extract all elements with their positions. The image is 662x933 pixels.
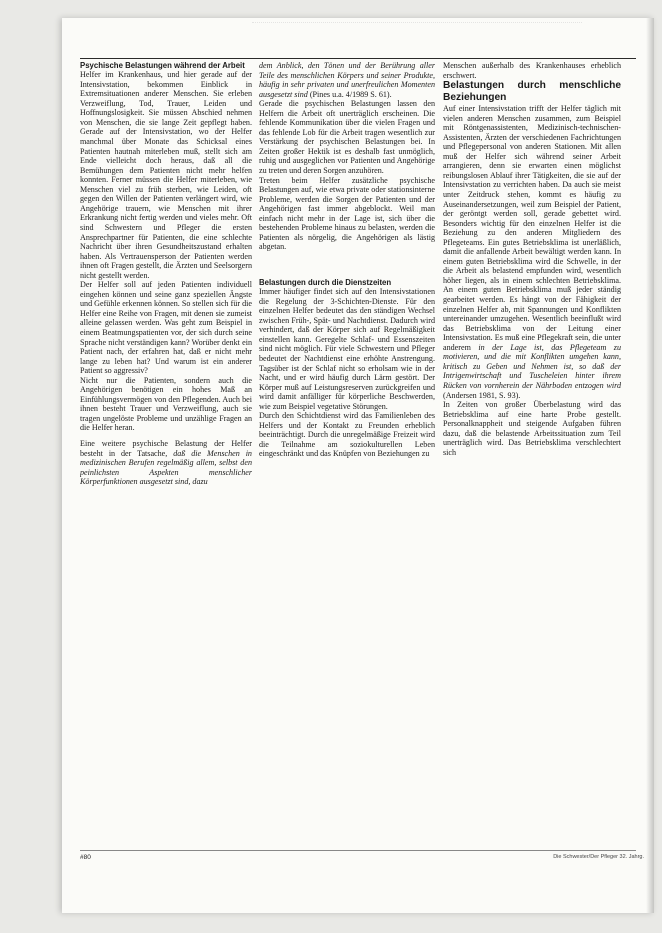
paragraph: Der Helfer soll auf jeden Patienten individuell eingehen können und seine ganz speziellen Ängste und Gefühle erkennen können. So stellen sich für die Helfer eine Reihe von Fragen, mit denen sie zumeist alleine gelassen werden. Was geht zum Beispiel in einem Beatmungspatienten vor, der sich durch seine Sprache nicht verständigen kann? Worüber denkt ein Patient nach, der erfahren hat, daß er nicht mehr lange zu leben hat? Und warum ist ein anderer Patient so aggressiv? — [80, 280, 252, 376]
page-edge-shadow — [646, 18, 654, 913]
quote: daß die Menschen in medizinischen Berufen regelmäßig allem, selbst den peinlichsten Aspekten menschlicher Körperfunktionen ausgesetzt sind, dazu — [80, 448, 252, 487]
paragraph: Auf einer Intensivstation trifft der Helfer täglich mit vielen anderen Menschen zusammen, zum Beispiel mit Röntgenassistenten, Medizinisch-technischen-Assistenten, Ärzten der verschiedenen Fachrichtungen und Pflegepersonal von anderen Stationen. Mit allen muß der Helfer sich während seiner Arbeit arrangieren, denn sie erwarten einen möglichst reibungslosen Ablauf ihrer Tätigkeiten, die sie auf der Intensivstation zu verrichten haben. Da auch sie meist unter Zeitdruck stehen, kommt es häufig zu Auseinandersetzungen, weil zum Beispiel der Patient, der geröntgt werden soll, gerade gebettet wird. Besonders wichtig für den einzelnen Helfer ist die Beziehung zu den anderen Mitgliedern des Pflegeteams. Ein gutes Betriebsklima ist unerläßlich, damit die anfallende Arbeit bewältigt werden kann. In einem guten Betriebsklima wird die Schwelle, in der die Arbeit als belastend empfunden wird, wesentlich höher liegen, als in einem schlechten Betriebsklima. An einem guten Betriebsklima muß jeder ständig gearbeitet werden. Es hängt von der Fähigkeit der einzelnen Helfer ab, mit Spannungen und Konflikten untereinander umzugehen. Wesentlich beeinflußt wird das Betriebsklima von der Leitung einer Intensivstation. Es muß eine Pflegekraft sein, die unter anderem in der Lage ist, das Pflegeteam zu motivieren, und die mit Konflikten umgehen kann, kritisch zu Geben und Nehmen ist, so daß der Intrigenwirtschaft und Tuscheleien hinter ihrem Rücken von vornherein der Nährboden entzogen wird (Andersen 1981, S. 93). — [443, 104, 621, 400]
paragraph: Treten beim Helfer zusätzliche psychische Belastungen auf, wie etwa private oder stationsinterne Probleme, werden die Sorgen der Patienten und der Angehörigen fast immer abgeblockt. Weil man einfach nicht mehr in der Lage ist, sich über die bestehenden Probleme hinaus zu belasten, werden die Patienten als nörgelig, die Angehörigen als lästig abgetan. — [259, 175, 435, 252]
quote: dem Anblick, den Tönen und der Berührung aller Teile des menschlichen Körpers und seiner Produkte, häufig in sehr privaten und unerfreulichen Momenten ausgesetzt sind — [259, 61, 435, 99]
paragraph: Immer häufiger findet sich auf den Intensivstationen die Regelung der 3-Schichten-Dienste. Für den einzelnen Helfer bedeutet das den ständigen Wechsel zwischen Früh-, Spät- und Nachtdienst. Dadurch wird verhindert, daß der Körper sich auf Regelmäßigkeit einstellen kann. Geregelte Schlaf- und Essenszeiten sind nicht möglich. Für viele Schwestern und Pfleger bedeutet der Nachtdienst eine erhöhte Anstrengung. Tagsüber ist der Schlaf nicht so erholsam wie in der Nacht, und er wird häufig durch Lärm gestört. Der Körper muß auf Leistungsreserven zurückgreifen und wird damit anfälliger für körperliche Beschwerden, wie zum Beispiel vegetative Störungen. — [259, 287, 435, 411]
column-1 — [80, 61, 252, 851]
section-heading-beziehungen: Belastungen durch menschliche Beziehungen — [443, 80, 621, 104]
page-number: #80 — [80, 854, 91, 861]
section-heading-dienstzeiten: Belastungen durch die Dienstzeiten — [259, 277, 392, 287]
bleed-through — [252, 22, 582, 39]
paragraph: dem Anblick, den Tönen und der Berührung aller Teile des menschlichen Körpers und seiner Produkte, häufig in sehr privaten und unerfreulichen Momenten ausgesetzt sind (Pines u.a. 4/1989 S. 61). — [259, 61, 435, 99]
top-rule — [80, 58, 636, 59]
paragraph: Menschen außerhalb des Krankenhauses erheblich erschwert. — [443, 61, 621, 80]
paragraph: In Zeiten von großer Überbelastung wird das Betriebsklima auf eine harte Probe gestellt. Personalknappheit und steigende Aufgaben führen dazu, daß die belastende Arbeitssituation zum Teil unerträglich wird. Das Betriebsklima verschlechtert sich — [443, 400, 621, 457]
quote: in der Lage ist, das Pflegeteam zu motivieren, und die mit Konflikten umgehen kann, kritisch zu Geben und Nehmen ist, so daß der Intrigenwirtschaft und Tuscheleien hinter ihrem Rücken von vornherein der Nährboden entzogen wird — [443, 342, 621, 390]
paragraph: Nicht nur die Patienten, sondern auch die Angehörigen benötigen ein hohes Maß an Einfühlungsvermögen von den Pflegenden. Auch bei ihnen besteht Trauer und Verzweiflung, auch sie tragen ungelöste Probleme und unzählige Fragen an die Helfer heran. — [80, 375, 252, 433]
paragraph: Helfer im Krankenhaus, und hier gerade auf der Intensivstation, bekommen Einblick in Extremsituationen anderer Menschen. Sie erleben Verzweiflung, Tod, Trauer, Leiden und Hoffnungslosigkeit. Sie müssen Abschied nehmen von Menschen, die sie lange Zeit gepflegt haben. Gerade auf der Intensivstation, wo der Helfer manchmal über Monate das Schicksal eines Patienten hautnah miterleben muß, stellt sich am Ende vielleicht doch heraus, daß all die Bemühungen dem Patienten nicht mehr helfen konnten. Ferner müssen die Helfer miterleben, wie Menschen viel zu früh sterben, wie Leiden, oft gegen den Willen der Patienten verlängert wird, wie Angehörige trauern, wie Menschen mit ihrer Erkrankung nicht fertig werden und vieles mehr. Oft sind Schwestern und Pfleger die ersten Ansprechpartner für Patienten, die eine schlechte Nachricht über ihren Gesundheitszustand erhalten haben. Als Vertrauensperson der Patienten werden ihnen oft Fragen gestellt, die Ärzten und Seelsorgern nicht gestellt werden. — [80, 70, 252, 280]
column-3 — [443, 61, 621, 851]
column-2 — [259, 61, 435, 851]
paragraph: Eine weitere psychische Belastung der Helfer besteht in der Tatsache, daß die Menschen in medizinischen Berufen regelmäßig allem, selbst den peinlichsten Aspekten menschlicher Körperfunktionen ausgesetzt sind, dazu — [80, 438, 252, 487]
paragraph: Durch den Schichtdienst wird das Familienleben des Helfers und der Kontakt zu Freunden erheblich beeinträchtigt. Durch die unregelmäßige Freizeit wird die Teilnahme am soziokulturellen Leben eingeschränkt und das Knüpfen von Beziehungen zu — [259, 411, 435, 459]
document-page — [62, 18, 654, 913]
bottom-rule — [80, 850, 636, 851]
section-heading-psychische-belastungen: Psychische Belastungen während der Arbeit — [80, 61, 245, 70]
paragraph: Gerade die psychischen Belastungen lassen den Helfern die Arbeit oft unerträglich erscheinen. Die fehlende Kommunikation über die vielen Fragen und das fehlende Lob für die Arbeit tragen wesentlich zur Verstärkung der psychischen Belastungen bei. In Zeiten großer Hektik ist es deshalb fast unmöglich, ruhig und ausgeglichen vor Patienten und Angehörige zu treten und deren Sorgen anzuhören. — [259, 99, 435, 176]
journal-source: Die Schwester/Der Pfleger 32. Jahrg. — [553, 854, 644, 860]
